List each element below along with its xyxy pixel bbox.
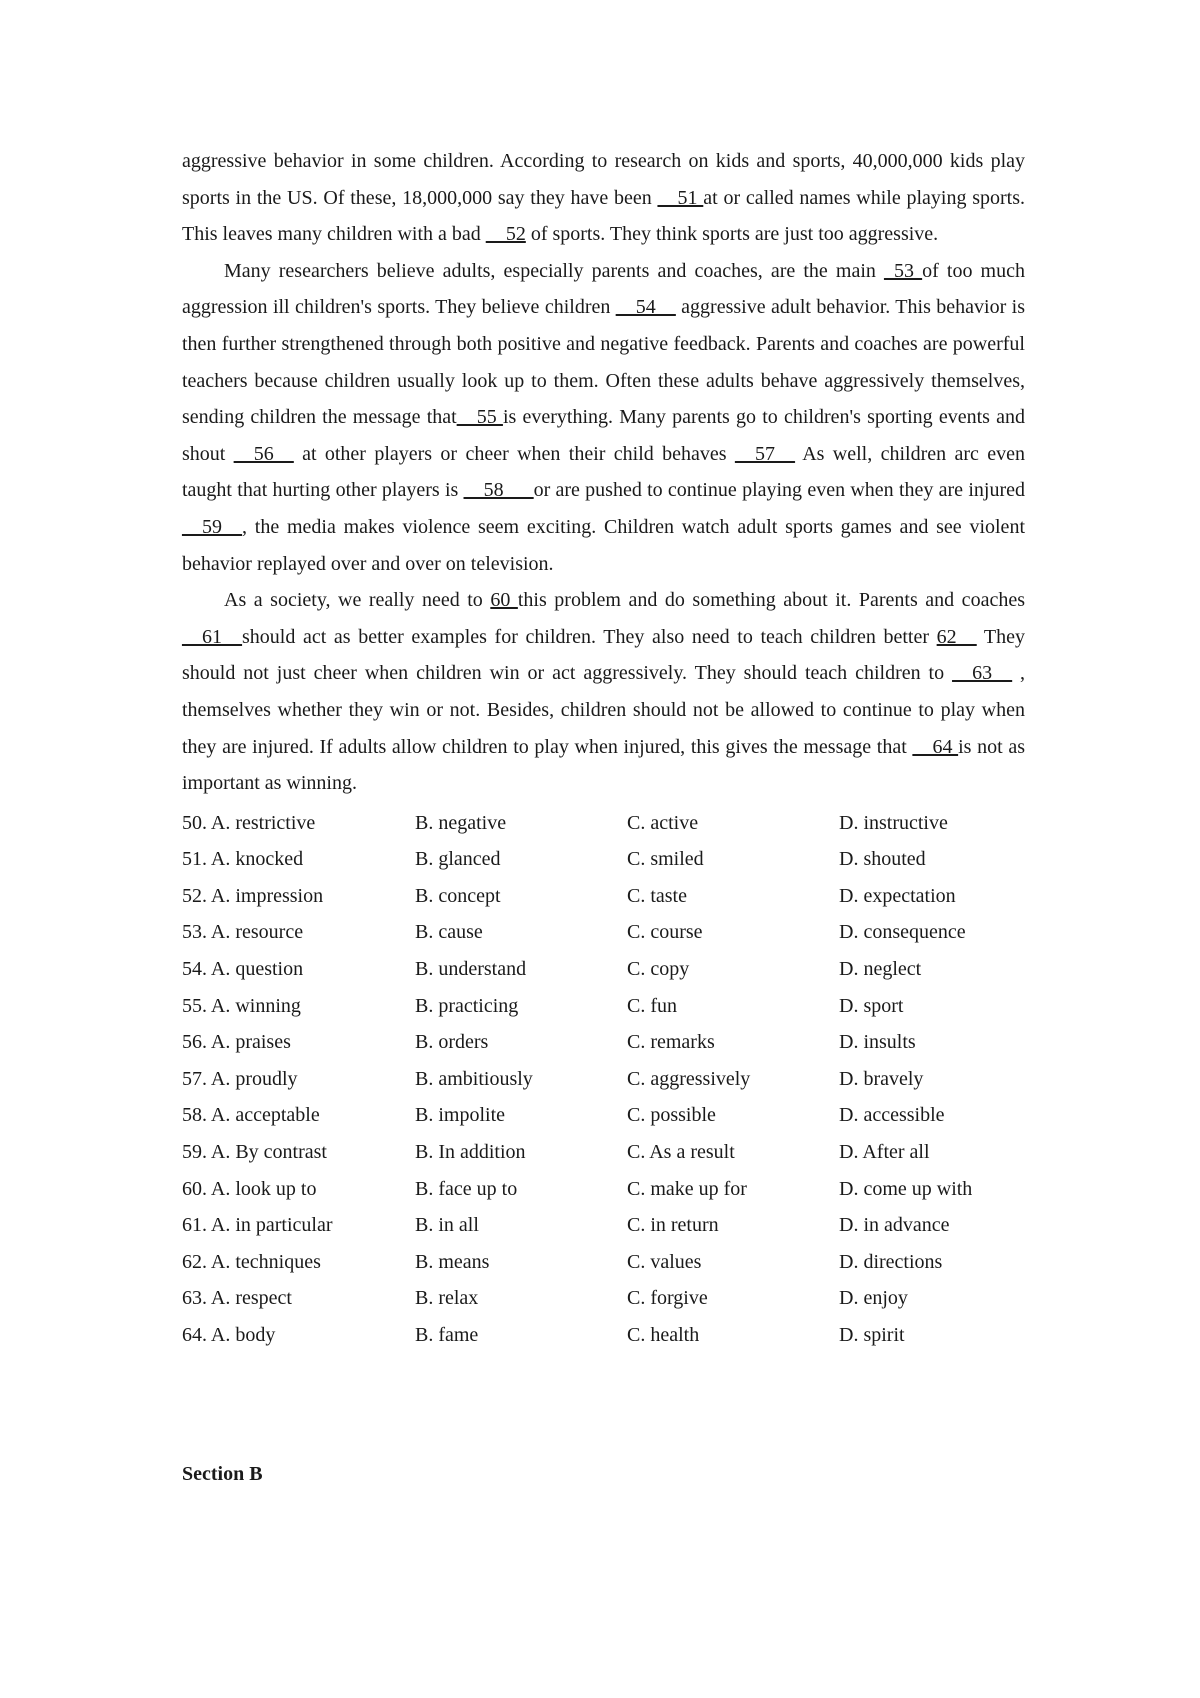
option-a: 63. A. respect xyxy=(182,1287,292,1310)
option-b: B. glanced xyxy=(415,848,501,871)
answer-options xyxy=(182,805,1025,1354)
option-d: D. bravely xyxy=(839,1067,924,1090)
question-options-row xyxy=(182,841,1025,878)
answer-blank: 60 xyxy=(490,589,518,612)
option-a: 55. A. winning xyxy=(182,994,301,1017)
option-a: 51. A. knocked xyxy=(182,848,304,871)
option-c: C. fun xyxy=(627,994,677,1017)
option-d: D. enjoy xyxy=(839,1287,908,1310)
option-b: B. In addition xyxy=(415,1141,526,1164)
passage-text: or are pushed to continue playing even when they are injured xyxy=(533,479,1025,502)
option-a: 53. A. resource xyxy=(182,921,304,944)
answer-blank: __54__ xyxy=(615,296,676,319)
answer-blank: __59__ xyxy=(182,515,242,538)
option-c: C. remarks xyxy=(627,1031,715,1054)
question-options-row xyxy=(182,1317,1025,1354)
question-options-row xyxy=(182,1280,1025,1317)
option-b: B. ambitiously xyxy=(415,1067,533,1090)
option-b: B. means xyxy=(415,1250,490,1273)
question-options-row xyxy=(182,1171,1025,1208)
answer-blank: 62__ xyxy=(936,625,977,648)
option-a: 61. A. in particular xyxy=(182,1214,333,1237)
cloze-passage xyxy=(182,143,1025,802)
option-a: 52. A. impression xyxy=(182,884,324,907)
option-b: B. cause xyxy=(415,921,483,944)
option-c: C. copy xyxy=(627,958,690,981)
option-b: B. orders xyxy=(415,1031,489,1054)
option-d: D. shouted xyxy=(839,848,926,871)
question-options-row xyxy=(182,1207,1025,1244)
option-c: C. in return xyxy=(627,1214,719,1237)
option-b: B. practicing xyxy=(415,994,519,1017)
option-b: B. face up to xyxy=(415,1177,518,1200)
document-page xyxy=(182,143,1025,1354)
option-c: C. values xyxy=(627,1250,702,1273)
passage-text: , themselves whether they win or not. Besides, children should not be allowed to continue to play when they are injured. If adults allow children to play when injured, this gives the message that xyxy=(182,662,1026,758)
option-d: D. expectation xyxy=(839,884,956,907)
option-a: 64. A. body xyxy=(182,1324,276,1346)
option-c: C. course xyxy=(627,921,703,944)
answer-blank: __58___ xyxy=(463,479,534,502)
passage-text: aggressive adult behavior. This behavior is then further strengthened through both positive and negative feedback. Parents and coaches are powerful teachers because children usually look up to them. Often these adults behave aggressively themselves, sending children the message that xyxy=(182,296,1025,429)
passage-text: aggressive behavior in some children. According to research on kids and sports, 40,000,000 kids play sports in the US. Of these, 18,000,000 say they have been xyxy=(182,150,1025,209)
passage-text: is everything. Many parents go to children's sporting events and shout xyxy=(182,406,1026,465)
question-options-row xyxy=(182,1024,1025,1061)
passage-text: this problem and do something about it. Parents and coaches xyxy=(517,589,1025,612)
option-a: 60. A. look up to xyxy=(182,1177,317,1200)
option-a: 62. A. techniques xyxy=(182,1250,321,1273)
option-a: 50. A. restrictive xyxy=(182,811,316,834)
question-options-row xyxy=(182,1097,1025,1134)
option-a: 54. A. question xyxy=(182,958,304,981)
option-d: D. spirit xyxy=(839,1324,905,1346)
answer-blank: _53 xyxy=(884,259,923,282)
question-options-row xyxy=(182,805,1025,842)
option-d: D. instructive xyxy=(839,811,948,834)
passage-text: of too much aggression ill children's sports. They believe children xyxy=(182,259,1025,319)
answer-blank: __51 xyxy=(657,186,704,209)
answer-blank: __57__ xyxy=(734,442,795,465)
option-d: D. consequence xyxy=(839,921,966,944)
option-d: D. sport xyxy=(839,994,904,1017)
option-a: 56. A. praises xyxy=(182,1031,291,1054)
option-c: C. smiled xyxy=(627,848,704,871)
option-a: 59. A. By contrast xyxy=(182,1141,327,1164)
option-b: B. in all xyxy=(415,1214,479,1237)
option-d: D. neglect xyxy=(839,958,922,981)
answer-blank: __61__ xyxy=(182,625,242,648)
option-c: C. As a result xyxy=(627,1141,735,1164)
passage-text: Many researchers believe adults, especially parents and coaches, are the main xyxy=(224,259,885,282)
answer-blank: __52 xyxy=(485,223,526,246)
passage-text: , the media makes violence seem exciting. Children watch adult sports games and see violent behavior replayed over and over on television. xyxy=(182,515,1025,575)
passage-text: should act as better examples for children. They also need to teach children better xyxy=(242,625,937,648)
option-d: D. come up with xyxy=(839,1177,973,1200)
question-options-row xyxy=(182,878,1025,915)
option-b: B. fame xyxy=(415,1324,479,1346)
passage-text: at or called names while playing sports. This leaves many children with a bad xyxy=(182,186,1026,246)
question-options-row xyxy=(182,951,1025,988)
passage-text: As a society, we really need to xyxy=(224,589,491,612)
question-options-row xyxy=(182,914,1025,951)
option-d: D. After all xyxy=(839,1141,930,1164)
passage-text: of sports. They think sports are just too aggressive. xyxy=(525,223,939,246)
question-options-row xyxy=(182,988,1025,1025)
question-options-row xyxy=(182,1061,1025,1098)
option-d: D. insults xyxy=(839,1031,916,1054)
option-b: B. concept xyxy=(415,884,501,907)
passage-text: at other players or cheer when their child behaves xyxy=(293,442,735,465)
option-c: C. aggressively xyxy=(627,1067,751,1090)
option-b: B. understand xyxy=(415,958,527,981)
option-d: D. directions xyxy=(839,1250,943,1273)
option-d: D. in advance xyxy=(839,1214,950,1237)
option-d: D. accessible xyxy=(839,1104,945,1127)
section-heading: Section B xyxy=(182,1463,263,1485)
passage-paragraph xyxy=(182,582,1025,802)
question-options-row xyxy=(182,1244,1025,1281)
question-options-row xyxy=(182,1134,1025,1171)
option-c: C. health xyxy=(627,1324,700,1346)
passage-paragraph xyxy=(182,253,1025,582)
option-c: C. active xyxy=(627,811,699,834)
option-a: 57. A. proudly xyxy=(182,1067,298,1090)
option-c: C. forgive xyxy=(627,1287,708,1310)
answer-blank: __64 xyxy=(912,735,959,758)
answer-blank: __63__ xyxy=(952,662,1013,685)
passage-paragraph xyxy=(182,143,1025,253)
answer-blank: __56__ xyxy=(233,442,294,465)
option-c: C. taste xyxy=(627,884,687,907)
passage-text: is not as important as winning. xyxy=(182,735,1025,795)
passage-text: They should not just cheer when children win or act aggressively. They should teach children to xyxy=(182,625,1026,685)
option-a: 58. A. acceptable xyxy=(182,1104,320,1127)
option-c: C. possible xyxy=(627,1104,716,1127)
answer-blank: __55 xyxy=(456,406,503,429)
option-c: C. make up for xyxy=(627,1177,747,1200)
option-b: B. relax xyxy=(415,1287,479,1310)
passage-text: As well, children arc even taught that hurting other players is xyxy=(182,442,1025,502)
option-b: B. negative xyxy=(415,811,507,834)
option-b: B. impolite xyxy=(415,1104,505,1127)
